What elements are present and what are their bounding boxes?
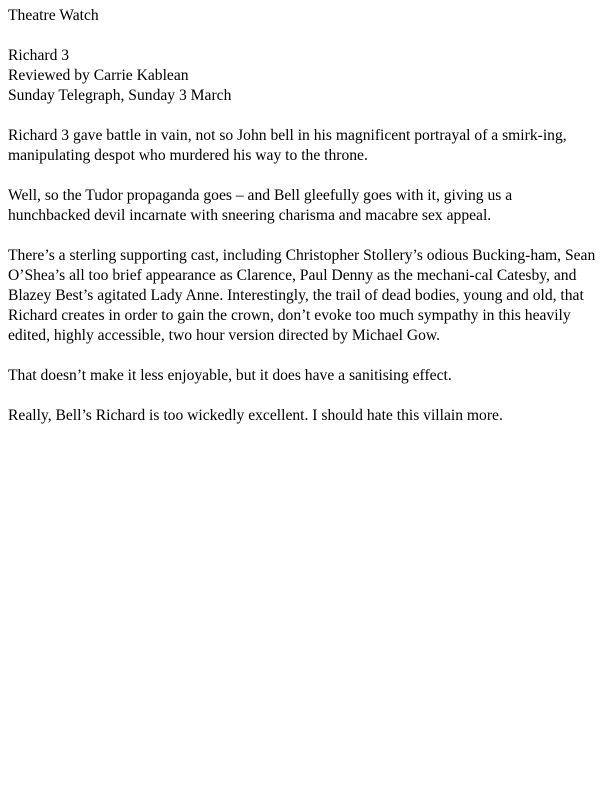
review-paragraph-3: There’s a sterling supporting cast, including Christopher Stollery’s odious Bucking-ham, Sean O’Shea’s all too brief appearance as Clarence, Paul Denny as the mechani-cal Catesby, and Blazey Best’s agitated Lady Anne. Interestingly, the trail of dead bodies, young and old, that Richard creates in order to gain the crown, don’t evoke too much sympathy in this heavily edited, highly accessible, two hour version directed by Michael Gow. (8, 247, 596, 344)
review-paragraph-2: Well, so the Tudor propaganda goes – and Bell gleefully goes with it, giving us a hunchbacked devil incarnate with sneering charisma and macabre sex appeal. (8, 187, 513, 224)
review-paragraph-5: Really, Bell’s Richard is too wickedly excellent. I should hate this villain more. (8, 407, 503, 424)
review-paragraph-4: That doesn’t make it less enjoyable, but it does have a sanitising effect. (8, 367, 452, 384)
review-paragraph-1: Richard 3 gave battle in vain, not so John bell in his magnificent portrayal of a smirk-ing, manipulating despot who murdered his way to the throne. (8, 127, 567, 164)
reviewer-line: Reviewed by Carrie Kablean (8, 67, 189, 84)
site-title: Theatre Watch (8, 7, 99, 24)
publication-line: Sunday Telegraph, Sunday 3 March (8, 87, 232, 104)
review-body (8, 126, 598, 426)
review-page (8, 6, 598, 446)
show-title: Richard 3 (8, 47, 70, 64)
review-meta (8, 46, 598, 106)
